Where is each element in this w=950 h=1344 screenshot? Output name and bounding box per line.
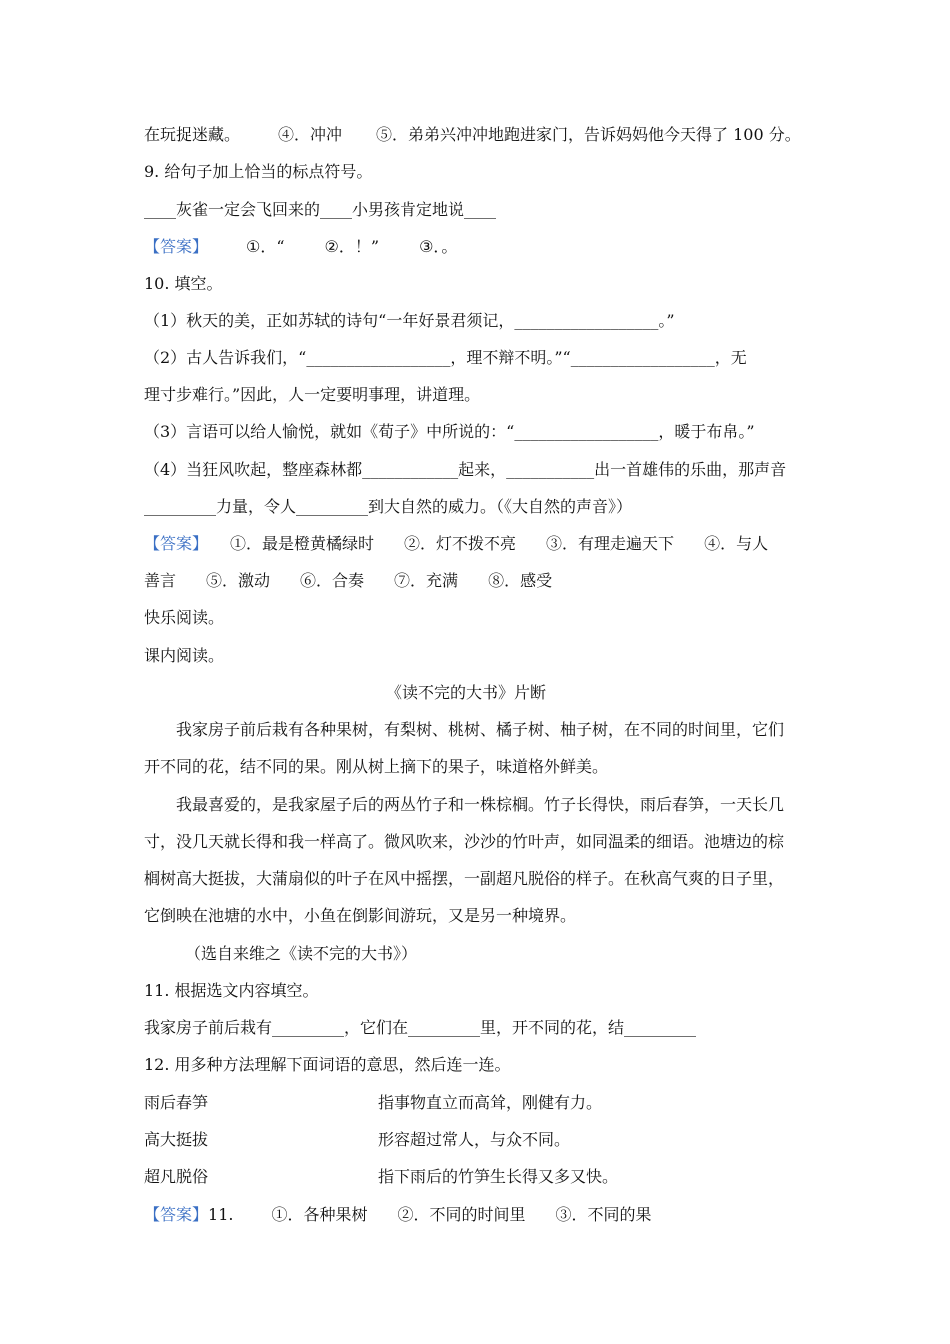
answer-item: ③．有理走遍天下	[546, 534, 675, 553]
match-word: 超凡脱俗	[144, 1167, 209, 1186]
answer-item: ③．。	[419, 237, 458, 256]
text-fragment: 在玩捉迷藏。	[144, 125, 241, 144]
question-11-body: 我家房子前后栽有_________，它们在_________里，开不同的花，结_________	[144, 1018, 697, 1037]
passage-paragraph-2: 我最喜爱的，是我家屋子后的两丛竹子和一株棕榈。竹子长得快，雨后春笋，一天长几	[176, 795, 785, 814]
answer-item: ⑥．合奏	[300, 571, 365, 590]
question-12-title: 12. 用多种方法理解下面词语的意思，然后连一连。	[144, 1055, 511, 1074]
answer-10	[144, 534, 768, 554]
answer-number: 11.	[208, 1205, 234, 1224]
question-10-item-1: （1）秋天的美，正如苏轼的诗句“一年好景君须记，__________________。”	[144, 311, 675, 330]
answer-tag: 【答案】	[144, 534, 209, 553]
answer-item: ⑤．激动	[206, 571, 271, 590]
answer-item: ②．不同的时间里	[397, 1205, 526, 1224]
answer-item: ②．灯不拨不亮	[404, 534, 517, 553]
question-10-item-2-cont: 理寸步难行。”因此，人一定要明事理，讲道理。	[144, 385, 481, 404]
question-10-item-4: （4）当狂风吹起，整座森林都____________起来，___________出一首雄伟的乐曲，那声音	[144, 460, 787, 479]
passage-paragraph-1: 我家房子前后栽有各种果树，有梨树、桃树、橘子树、柚子树，在不同的时间里，它们	[176, 720, 785, 739]
text-fragment: ⑤．弟弟兴冲冲地跑进家门，告诉妈妈他今天得了 100 分。	[376, 125, 801, 144]
question-10-item-3: （3）言语可以给人愉悦，就如《荀子》中所说的：“__________________，暖于布帛。”	[144, 422, 755, 441]
answer-11	[144, 1205, 652, 1225]
answer-item: ⑧．感受	[488, 571, 553, 590]
answer-item: ①．“	[246, 237, 285, 256]
match-word: 高大挺拔	[144, 1130, 209, 1149]
answer-item: ③．不同的果	[555, 1205, 652, 1224]
question-9-title: 9. 给句子加上恰当的标点符号。	[144, 162, 373, 181]
answer-10-cont	[144, 571, 552, 591]
passage-source: （选自来维之《读不完的大书》）	[185, 944, 418, 963]
question-9-body: ____灰雀一定会飞回来的____小男孩肯定地说____	[144, 200, 497, 219]
match-meaning: 指下雨后的竹笋生长得又多又快。	[378, 1167, 619, 1186]
passage-title: 《读不完的大书》片断	[386, 683, 547, 702]
question-11-title: 11. 根据选文内容填空。	[144, 981, 319, 1000]
section-heading-in-class-reading: 课内阅读。	[144, 646, 225, 665]
answer-item: ①．各种果树	[271, 1205, 368, 1224]
question-10-item-4-cont: _________力量，令人_________到大自然的威力。（《大自然的声音》）	[144, 497, 633, 516]
answer-tag: 【答案】	[144, 1205, 209, 1224]
passage-paragraph-2-cont: 它倒映在池塘的水中，小鱼在倒影间游玩，又是另一种境界。	[144, 906, 577, 925]
passage-paragraph-2-cont: 寸，没几天就长得和我一样高了。微风吹来，沙沙的竹叶声，如同温柔的细语。池塘边的棕	[144, 832, 785, 851]
match-word: 雨后春笋	[144, 1093, 209, 1112]
answer-continuation	[144, 125, 801, 145]
match-meaning: 形容超过常人，与众不同。	[378, 1130, 571, 1149]
answer-item: ⑦．充满	[394, 571, 459, 590]
question-10-item-2: （2）古人告诉我们，“__________________，理不辩不明。”“__________________，无	[144, 348, 747, 367]
answer-item: ④．与人	[704, 534, 769, 553]
answer-item: ①．最是橙黄橘绿时	[230, 534, 375, 553]
section-heading-happy-reading: 快乐阅读。	[144, 608, 225, 627]
answer-9	[144, 237, 457, 257]
answer-item: 善言	[144, 571, 177, 590]
passage-paragraph-2-cont: 榈树高大挺拔，大蒲扇似的叶子在风中摇摆，一副超凡脱俗的样子。在秋高气爽的日子里，	[144, 869, 785, 888]
text-fragment: ④．冲冲	[278, 125, 343, 144]
question-10-title: 10. 填空。	[144, 274, 223, 293]
match-meaning: 指事物直立而高耸，刚健有力。	[378, 1093, 603, 1112]
answer-item: ②．！”	[324, 237, 380, 256]
passage-paragraph-1-cont: 开不同的花，结不同的果。刚从树上摘下的果子，味道格外鲜美。	[144, 757, 609, 776]
answer-tag: 【答案】	[144, 237, 209, 256]
